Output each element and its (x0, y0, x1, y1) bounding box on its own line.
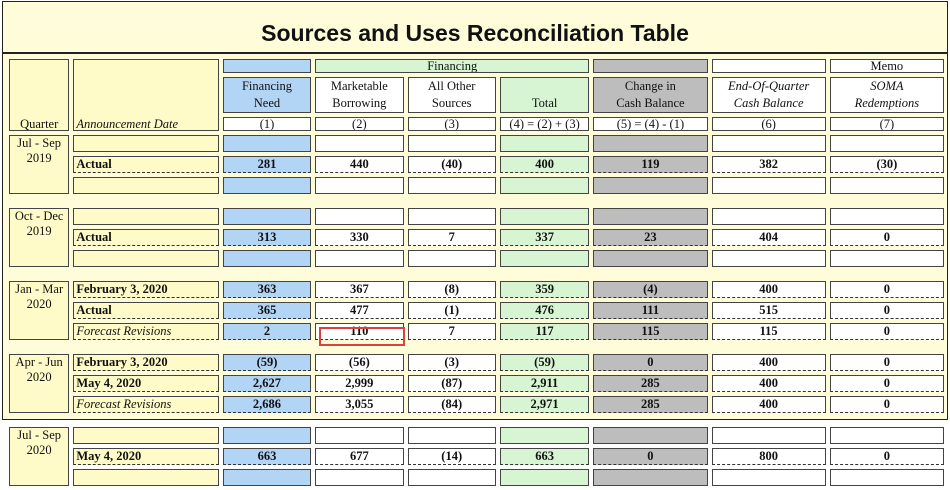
quarter-cell (9, 135, 69, 194)
separator-cell (593, 271, 707, 277)
value-end-of-quarter-cash-balance (712, 135, 826, 152)
quarter-label-line1: Jul - Sep (17, 136, 62, 150)
quarter-label-line1: Jul - Sep (17, 428, 62, 442)
value-marketable-borrowing: 677 (315, 448, 403, 465)
header-memo-group: Memo (830, 59, 944, 73)
quarter-separator (9, 417, 944, 423)
reconciliation-table (5, 55, 948, 490)
table-row (9, 375, 944, 392)
header-label-line: Need (253, 96, 281, 110)
separator-cell (830, 417, 944, 423)
announcement-date-cell (73, 135, 218, 152)
value-change-in-cash-balance: 119 (593, 156, 707, 173)
separator-cell (408, 271, 496, 277)
header-label-line: Sources (431, 96, 472, 110)
separator-cell (9, 271, 69, 277)
value-end-of-quarter-cash-balance: 404 (712, 229, 826, 246)
header-label-line: Cash Balance (733, 96, 804, 110)
reconciliation-table-frame (2, 1, 948, 463)
value-all-other-sources: (8) (408, 281, 496, 298)
value-marketable-borrowing: (56) (315, 354, 403, 371)
value-change-in-cash-balance: 115 (593, 323, 707, 340)
value-all-other-sources (408, 250, 496, 267)
header-label-line: Financing (241, 79, 292, 93)
quarter-separator (9, 198, 944, 204)
value-all-other-sources (408, 427, 496, 444)
value-marketable-borrowing (315, 469, 403, 486)
value-total (500, 135, 589, 152)
announcement-date-cell (73, 208, 218, 225)
announcement-date-cell: Actual (73, 229, 218, 246)
header-label-line: Redemptions (854, 96, 920, 110)
table-row (9, 229, 944, 246)
value-total (500, 177, 589, 194)
table-title: Sources and Uses Reconciliation Table (261, 20, 689, 46)
value-financing-need (223, 208, 311, 225)
value-end-of-quarter-cash-balance: 400 (712, 375, 826, 392)
announcement-date-cell: May 4, 2020 (73, 375, 218, 392)
separator-cell (500, 417, 589, 423)
value-soma-redemptions (830, 177, 944, 194)
value-soma-redemptions: 0 (830, 323, 944, 340)
value-marketable-borrowing: 2,999 (315, 375, 403, 392)
separator-cell (830, 344, 944, 350)
value-all-other-sources (408, 208, 496, 225)
value-all-other-sources: (3) (408, 354, 496, 371)
header-quarter-cell (9, 59, 69, 131)
value-change-in-cash-balance (593, 135, 707, 152)
value-marketable-borrowing (315, 250, 403, 267)
value-financing-need: (59) (223, 354, 311, 371)
value-marketable-borrowing (315, 208, 403, 225)
separator-cell (223, 271, 311, 277)
separator-cell (593, 344, 707, 350)
separator-cell (315, 198, 403, 204)
header-num-end-of-quarter-cash-balance: (6) (712, 117, 826, 131)
header-label-line: End-Of-Quarter (728, 79, 810, 93)
value-soma-redemptions (830, 208, 944, 225)
separator-cell (500, 344, 589, 350)
value-soma-redemptions (830, 469, 944, 486)
value-soma-redemptions: 0 (830, 354, 944, 371)
table-pad-row (9, 208, 944, 225)
value-financing-need: 2,627 (223, 375, 311, 392)
header-announcement-cell (73, 59, 218, 131)
header-blank (593, 59, 707, 73)
quarter-label-line2: 2019 (26, 224, 52, 238)
header-financing-group: Financing (315, 59, 589, 73)
quarter-cell (9, 354, 69, 413)
quarter-label-line2: 2020 (26, 443, 52, 457)
quarter-cell (9, 427, 69, 486)
announcement-date-cell: Actual (73, 156, 218, 173)
separator-cell (500, 271, 589, 277)
table-row (9, 323, 944, 340)
header-group-row (9, 59, 944, 73)
separator-cell (9, 344, 69, 350)
value-end-of-quarter-cash-balance: 515 (712, 302, 826, 319)
header-num-financing-need: (1) (223, 117, 311, 131)
header-soma-redemptions (830, 77, 944, 113)
announcement-date-cell (73, 427, 218, 444)
header-num-change-in-cash-balance: (5) = (4) - (1) (593, 117, 707, 131)
table-pad-row (9, 177, 944, 194)
table-row (9, 448, 944, 465)
value-change-in-cash-balance: 285 (593, 396, 707, 413)
quarter-label-line1: Oct - Dec (14, 209, 64, 223)
header-num-all-other-sources: (3) (408, 117, 496, 131)
value-soma-redemptions: 0 (830, 448, 944, 465)
value-change-in-cash-balance: 285 (593, 375, 707, 392)
table-pad-row (9, 250, 944, 267)
header-num-marketable-borrowing: (2) (315, 117, 403, 131)
quarter-label-line1: Apr - Jun (15, 355, 63, 369)
header-announcement-label: Announcement Date (76, 117, 179, 131)
announcement-date-cell: Forecast Revisions (73, 323, 218, 340)
value-marketable-borrowing (315, 177, 403, 194)
separator-cell (315, 271, 403, 277)
value-total: 359 (500, 281, 589, 298)
value-change-in-cash-balance (593, 469, 707, 486)
title-divider (3, 52, 947, 54)
header-label-line: SOMA (870, 79, 904, 93)
header-num-soma-redemptions: (7) (830, 117, 944, 131)
value-marketable-borrowing: 477 (315, 302, 403, 319)
value-marketable-borrowing: 110 (315, 323, 403, 340)
value-change-in-cash-balance: 0 (593, 448, 707, 465)
value-all-other-sources: (14) (408, 448, 496, 465)
value-soma-redemptions: 0 (830, 281, 944, 298)
separator-cell (408, 417, 496, 423)
value-marketable-borrowing: 3,055 (315, 396, 403, 413)
announcement-date-cell: May 4, 2020 (73, 448, 218, 465)
table-pad-row (9, 135, 944, 152)
value-total: 2,911 (500, 375, 589, 392)
value-financing-need: 363 (223, 281, 311, 298)
header-label-line: Marketable (330, 79, 388, 93)
separator-cell (712, 417, 826, 423)
value-all-other-sources (408, 469, 496, 486)
table-row (9, 354, 944, 371)
header-label-line: Change in (624, 79, 676, 93)
value-financing-need: 313 (223, 229, 311, 246)
announcement-date-cell: Actual (73, 302, 218, 319)
separator-cell (73, 344, 218, 350)
value-marketable-borrowing: 440 (315, 156, 403, 173)
separator-cell (712, 271, 826, 277)
separator-cell (408, 344, 496, 350)
header-total (500, 77, 589, 113)
header-label-line: Total (531, 96, 558, 110)
value-financing-need (223, 250, 311, 267)
table-row (9, 156, 944, 173)
value-change-in-cash-balance (593, 427, 707, 444)
separator-cell (315, 417, 403, 423)
value-soma-redemptions: (30) (830, 156, 944, 173)
value-soma-redemptions (830, 250, 944, 267)
value-all-other-sources: (84) (408, 396, 496, 413)
value-change-in-cash-balance (593, 250, 707, 267)
value-change-in-cash-balance: (4) (593, 281, 707, 298)
announcement-date-cell: February 3, 2020 (73, 281, 218, 298)
value-end-of-quarter-cash-balance (712, 469, 826, 486)
value-total (500, 250, 589, 267)
quarter-label-line2: 2019 (26, 151, 52, 165)
announcement-date-cell (73, 177, 218, 194)
value-end-of-quarter-cash-balance (712, 208, 826, 225)
value-change-in-cash-balance: 23 (593, 229, 707, 246)
value-soma-redemptions (830, 135, 944, 152)
value-marketable-borrowing (315, 427, 403, 444)
quarter-cell (9, 208, 69, 267)
value-total: 2,971 (500, 396, 589, 413)
value-financing-need (223, 177, 311, 194)
header-all-other-sources (408, 77, 496, 113)
table-row (9, 396, 944, 413)
value-total (500, 427, 589, 444)
announcement-date-cell (73, 469, 218, 486)
value-financing-need: 2 (223, 323, 311, 340)
header-financing-need (223, 77, 311, 113)
quarter-cell (9, 281, 69, 340)
separator-cell (593, 198, 707, 204)
value-change-in-cash-balance (593, 208, 707, 225)
value-end-of-quarter-cash-balance (712, 250, 826, 267)
announcement-date-cell: February 3, 2020 (73, 354, 218, 371)
header-quarter-label: Quarter (20, 117, 59, 131)
value-end-of-quarter-cash-balance: 800 (712, 448, 826, 465)
value-end-of-quarter-cash-balance: 400 (712, 281, 826, 298)
separator-cell (223, 344, 311, 350)
value-financing-need: 2,686 (223, 396, 311, 413)
table-row (9, 302, 944, 319)
value-all-other-sources: 7 (408, 229, 496, 246)
separator-cell (9, 417, 69, 423)
value-marketable-borrowing (315, 135, 403, 152)
value-all-other-sources (408, 135, 496, 152)
value-all-other-sources: (87) (408, 375, 496, 392)
value-all-other-sources: (1) (408, 302, 496, 319)
value-all-other-sources: 7 (408, 323, 496, 340)
value-total: 337 (500, 229, 589, 246)
value-end-of-quarter-cash-balance: 400 (712, 354, 826, 371)
separator-cell (223, 417, 311, 423)
header-label-line: Borrowing (332, 96, 387, 110)
value-total: 117 (500, 323, 589, 340)
value-end-of-quarter-cash-balance (712, 427, 826, 444)
value-financing-need: 365 (223, 302, 311, 319)
value-total: 476 (500, 302, 589, 319)
separator-cell (830, 198, 944, 204)
table-pad-row (9, 469, 944, 486)
value-financing-need (223, 135, 311, 152)
header-blank (223, 59, 311, 73)
value-financing-need: 663 (223, 448, 311, 465)
header-label-line: Cash Balance (616, 96, 685, 110)
value-marketable-borrowing: 367 (315, 281, 403, 298)
header-label-line: All Other (427, 79, 476, 93)
value-soma-redemptions (830, 427, 944, 444)
value-end-of-quarter-cash-balance: 115 (712, 323, 826, 340)
value-all-other-sources (408, 177, 496, 194)
value-total (500, 208, 589, 225)
separator-cell (73, 417, 218, 423)
value-change-in-cash-balance: 0 (593, 354, 707, 371)
separator-cell (712, 198, 826, 204)
value-financing-need (223, 469, 311, 486)
value-total: 663 (500, 448, 589, 465)
value-soma-redemptions: 0 (830, 396, 944, 413)
table-pad-row (9, 427, 944, 444)
separator-cell (73, 198, 218, 204)
quarter-label-line1: Jan - Mar (15, 282, 64, 296)
quarter-separator (9, 271, 944, 277)
announcement-date-cell: Forecast Revisions (73, 396, 218, 413)
value-soma-redemptions: 0 (830, 302, 944, 319)
header-num-total: (4) = (2) + (3) (500, 117, 589, 131)
quarter-label-line2: 2020 (26, 370, 52, 384)
value-total (500, 469, 589, 486)
value-marketable-borrowing: 330 (315, 229, 403, 246)
header-change-in-cash-balance (593, 77, 707, 113)
value-end-of-quarter-cash-balance: 400 (712, 396, 826, 413)
header-blank (712, 59, 826, 73)
header-end-of-quarter-cash-balance (712, 77, 826, 113)
announcement-date-cell (73, 250, 218, 267)
value-end-of-quarter-cash-balance (712, 177, 826, 194)
separator-cell (830, 271, 944, 277)
quarter-label-line2: 2020 (26, 297, 52, 311)
table-row (9, 281, 944, 298)
value-total: 400 (500, 156, 589, 173)
value-total: (59) (500, 354, 589, 371)
value-soma-redemptions: 0 (830, 229, 944, 246)
value-change-in-cash-balance (593, 177, 707, 194)
header-marketable-borrowing (315, 77, 403, 113)
separator-cell (500, 198, 589, 204)
separator-cell (73, 271, 218, 277)
separator-cell (9, 198, 69, 204)
separator-cell (315, 344, 403, 350)
separator-cell (593, 417, 707, 423)
value-change-in-cash-balance: 111 (593, 302, 707, 319)
value-all-other-sources: (40) (408, 156, 496, 173)
separator-cell (223, 198, 311, 204)
quarter-separator (9, 344, 944, 350)
value-end-of-quarter-cash-balance: 382 (712, 156, 826, 173)
value-financing-need: 281 (223, 156, 311, 173)
separator-cell (408, 198, 496, 204)
value-soma-redemptions: 0 (830, 375, 944, 392)
value-financing-need (223, 427, 311, 444)
separator-cell (712, 344, 826, 350)
